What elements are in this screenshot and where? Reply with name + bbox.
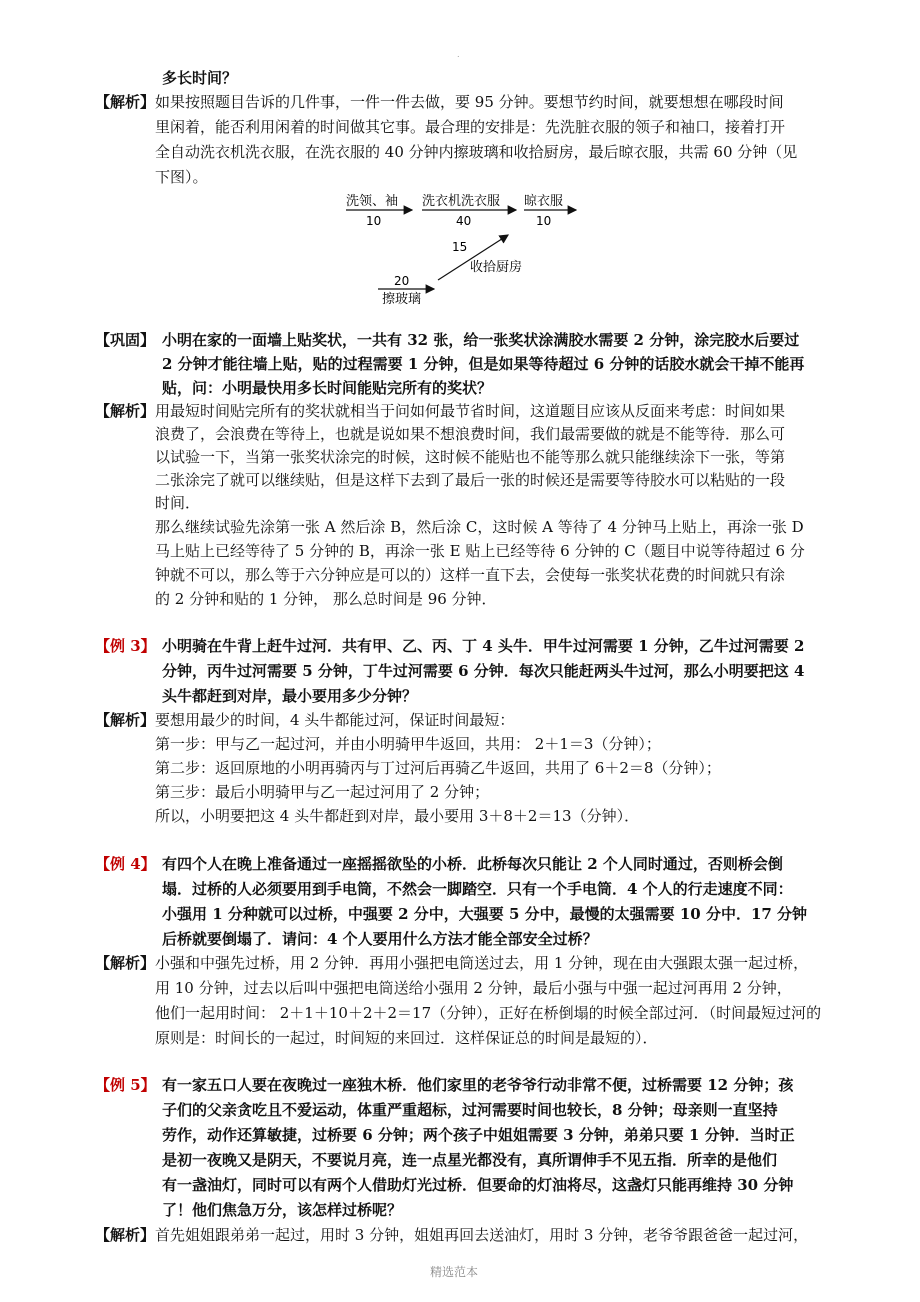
- task-washing-machine: 洗衣机洗衣服: [422, 194, 501, 209]
- analysis-line: 钟就不可以，那么等于六分钟应是可以的）这样一直下去，会使每一张奖状花费的时间就只有涂: [155, 566, 786, 584]
- question-line: 有一家五口人要在夜晚过一座独木桥．他们家里的老爷爷行动非常不便，过桥需要 12 分钟；孩: [162, 1076, 794, 1094]
- analysis-line: 首先姐姐跟弟弟一起过，用时 3 分钟，姐姐再回去送油灯，用时 3 分钟，老爷爷跟爸爸一起过河，: [155, 1226, 809, 1244]
- analysis-line: 要想用最少的时间，4 头牛都能过河，保证时间最短：: [155, 711, 515, 729]
- analysis-line: 如果按照题目告诉的几件事，一件一件去做，要 95 分钟。要想节约时间，就要想想在哪段时间: [155, 93, 784, 111]
- analysis-line: 以试验一下，当第一张奖状涂完的时候，这时候不能贴也不能等那么就只能继续涂下一张，等第: [155, 448, 786, 466]
- question-line: 了！他们焦急万分，该怎样过桥呢？: [162, 1201, 403, 1219]
- analysis-line: 下图）。: [155, 168, 208, 186]
- question-line: 有四个人在晚上准备通过一座摇摇欲坠的小桥．此桥每次只能让 2 个人同时通过，否则桥会倒: [162, 855, 783, 873]
- question-line: 小强用 1 分种就可以过桥，中强要 2 分中，大强要 5 分中，最慢的太强需要 10 分中．17 分钟: [162, 905, 808, 923]
- analysis-line: 所以，小明要把这 4 头牛都赶到对岸，最小要用 3＋8＋2＝13（分钟）．: [155, 807, 640, 825]
- question-line: 2 分钟才能往墙上贴，贴的过程需要 1 分钟，但是如果等待超过 6 分钟的话胶水就会干掉不能再: [162, 355, 805, 373]
- page-footer: 精选范本: [430, 1265, 479, 1279]
- question-line: 劳作，动作还算敏捷，过桥要 6 分钟；两个孩子中姐姐需要 3 分钟，弟弟只要 1 分钟．当时正: [162, 1126, 795, 1144]
- task-clean-kitchen: 收拾厨房: [470, 260, 523, 275]
- time-wash-collar: 10: [366, 214, 382, 228]
- time-wipe-glass: 20: [394, 274, 410, 288]
- analysis-line: 马上贴上已经等待了 5 分钟的 B，再涂一张 E 贴上已经等待 6 分钟的 C（题目中说等待超过 6 分: [155, 542, 805, 560]
- analysis-line: 他们一起用时间： 2＋1＋10＋2＋2＝17（分钟），正好在桥倒塌的时候全部过河．（时间最短过河的: [155, 1004, 822, 1022]
- analysis-line: 用最短时间贴完所有的奖状就相当于问如何最节省时间，这道题目应该从反面来考虑：时间如果: [155, 402, 786, 420]
- time-dry-clothes: 10: [536, 214, 552, 228]
- analysis-line: 用 10 分钟，过去以后叫中强把电筒送给小强用 2 分钟，最后小强与中强一起过河再用 2 分钟，: [155, 979, 792, 997]
- analysis-line: 里闲着，能否利用闲着的时间做其它事。最合理的安排是：先洗脏衣服的领子和袖口，接着打开: [155, 118, 786, 136]
- question-line: 是初一夜晚又是阴天，不要说月亮，连一点星光都没有，真所谓伸手不见五指．所幸的是他们: [162, 1151, 778, 1169]
- task-wipe-glass: 擦玻璃: [382, 292, 422, 307]
- analysis-label: 【解析】: [95, 711, 156, 729]
- question-line: 贴，问：小明最快用多长时间能贴完所有的奖状？: [162, 379, 493, 397]
- question-line: 头牛都赶到对岸，最小要用多少分钟？: [162, 687, 418, 705]
- question-line: 小明骑在牛背上赶牛过河．共有甲、乙、丙、丁 4 头牛．甲牛过河需要 1 分钟，乙牛过河需要 2: [162, 637, 805, 655]
- analysis-label: 【解析】: [95, 402, 156, 420]
- analysis-line: 全自动洗衣机洗衣服，在洗衣服的 40 分钟内擦玻璃和收拾厨房，最后晾衣服，共需 60 分钟（见: [155, 143, 798, 161]
- time-washing-machine: 40: [456, 214, 472, 228]
- question-line: 子们的父亲贪吃且不爱运动，体重严重超标，过河需要时间也较长，8 分钟；母亲则一直坚持: [162, 1101, 778, 1119]
- question-line: 分钟，丙牛过河需要 5 分钟，丁牛过河需要 6 分钟．每次只能赶两头牛过河，那么小明要把这 4: [162, 662, 805, 680]
- task-dry-clothes: 晾衣服: [524, 194, 564, 209]
- example-4-label: 【例 4】: [95, 855, 156, 873]
- analysis-line: 第三步：最后小明骑甲与乙一起过河用了 2 分钟；: [155, 783, 490, 801]
- analysis-line: 二张涂完了就可以继续贴，但是这样下去到了最后一张的时候还是需要等待胶水可以粘贴的一段: [155, 471, 786, 489]
- analysis-line: 第一步：甲与乙一起过河，并由小明骑甲牛返回，共用： 2＋1＝3（分钟）；: [155, 735, 661, 753]
- time-clean-kitchen: 15: [452, 240, 468, 254]
- analysis-line: 第二步：返回原地的小明再骑丙与丁过河后再骑乙牛返回，共用了 6＋2＝8（分钟）；: [155, 759, 721, 777]
- top-mark: .: [457, 50, 460, 59]
- task-wash-collar: 洗领、袖: [346, 194, 399, 209]
- analysis-line: 时间．: [155, 494, 201, 512]
- example-3-label: 【例 3】: [95, 637, 156, 655]
- question-line: 后桥就要倒塌了．请问：4 个人要用什么方法才能全部安全过桥？: [162, 930, 598, 948]
- schedule-diagram: [330, 185, 590, 310]
- example-5-label: 【例 5】: [95, 1076, 156, 1094]
- question-line: 塌．过桥的人必须要用到手电筒，不然会一脚踏空．只有一个手电筒．4 个人的行走速度不同：: [162, 880, 793, 898]
- analysis-line: 小强和中强先过桥，用 2 分钟．再用小强把电筒送过去，用 1 分钟，现在由大强跟太强一起过桥，: [155, 954, 809, 972]
- analysis-label: 【解析】: [95, 954, 156, 972]
- question-line: 有一盏油灯，同时可以有两个人借助灯光过桥．但要命的灯油将尽，这盏灯只能再维持 30 分钟: [162, 1176, 794, 1194]
- analysis-line: 原则是：时间长的一起过，时间短的来回过．这样保证总的时间是最短的）．: [155, 1029, 658, 1047]
- consolidation-label: 【巩固】: [95, 331, 156, 349]
- analysis-line: 那么继续试验先涂第一张 A 然后涂 B，然后涂 C，这时候 A 等待了 4 分钟马上贴上，再涂一张 D: [155, 518, 804, 536]
- analysis-line: 的 2 分钟和贴的 1 分钟， 那么总时间是 96 分钟．: [155, 590, 497, 608]
- analysis-label: 【解析】: [95, 93, 156, 111]
- problem-continuation: 多长时间？: [162, 69, 238, 87]
- question-line: 小明在家的一面墙上贴奖状，一共有 32 张，给一张奖状涂满胶水需要 2 分钟，涂完胶水后要过: [162, 331, 800, 349]
- analysis-label: 【解析】: [95, 1226, 156, 1244]
- analysis-line: 浪费了，会浪费在等待上，也就是说如果不想浪费时间，我们最需要做的就是不能等待．那么可: [155, 425, 786, 443]
